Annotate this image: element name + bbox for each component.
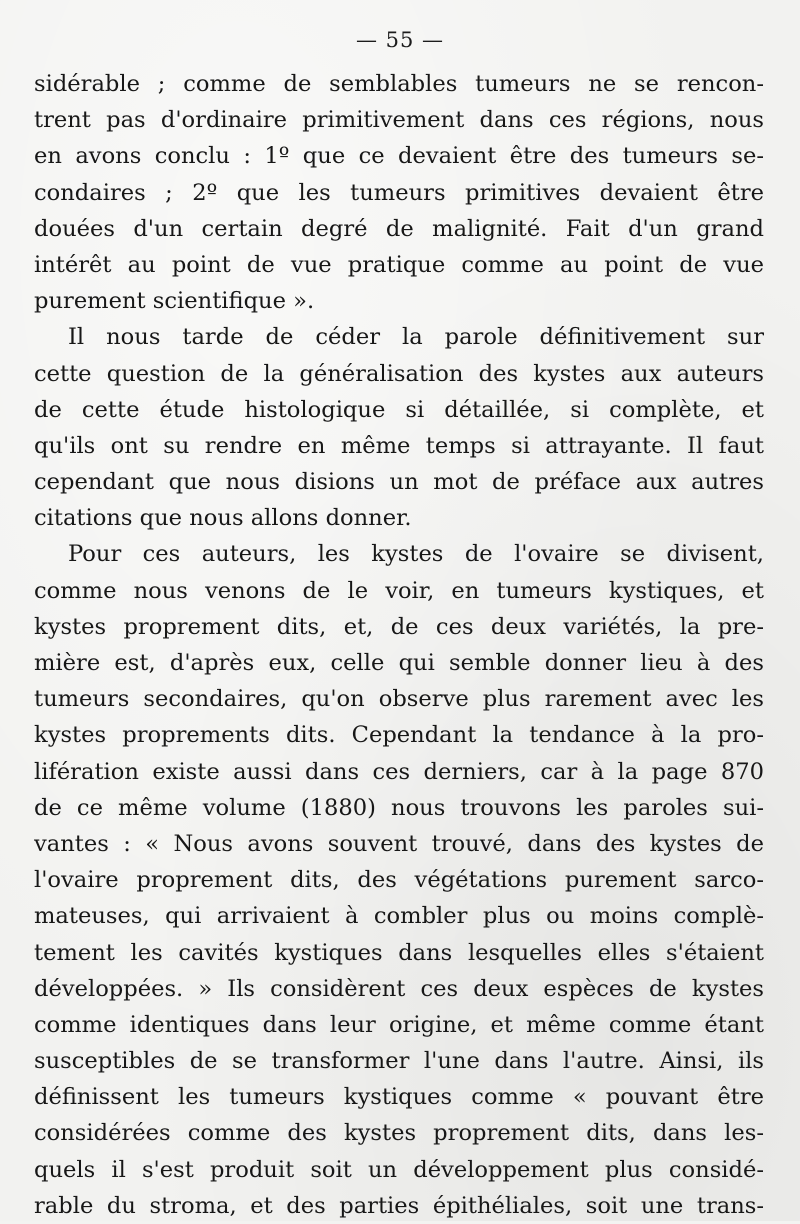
text-line: comme nous venons de le voir, en tumeurs kystiques, et (34, 577, 764, 604)
text-line: l'ovaire proprement dits, des végétations purement sarco- (34, 867, 764, 894)
body-text (34, 66, 764, 1224)
paragraph-start-line: Il nous tarde de céder la parole définitivement sur (68, 324, 764, 351)
text-line: en avons conclu : 1º que ce devaient être des tumeurs se- (34, 143, 764, 170)
text-line: trent pas d'ordinaire primitivement dans ces régions, nous (34, 107, 764, 134)
page-number: — 55 — (355, 28, 445, 52)
text-line: cependant que nous disions un mot de préface aux autres (34, 469, 764, 496)
text-line: mateuses, qui arrivaient à combler plus ou moins complè- (34, 903, 764, 930)
text-line: de cette étude histologique si détaillée, si complète, et (34, 396, 764, 423)
text-line: développées. » Ils considèrent ces deux espèces de kystes (34, 975, 764, 1002)
text-line: susceptibles de se transformer l'une dans l'autre. Ainsi, ils (34, 1048, 764, 1075)
paragraph-end-line: citations que nous allons donner. (34, 505, 412, 532)
text-line: de ce même volume (1880) nous trouvons les paroles sui- (34, 794, 764, 821)
text-line: tumeurs secondaires, qu'on observe plus rarement avec les (34, 686, 764, 713)
text-line: kystes proprement dits, et, de ces deux variétés, la pre- (34, 613, 764, 640)
text-line: quels il s'est produit soit un développement plus considé- (34, 1156, 764, 1183)
text-line: tement les cavités kystiques dans lesquelles elles s'étaient (34, 939, 764, 966)
text-line: vantes : « Nous avons souvent trouvé, dans des kystes de (34, 830, 764, 857)
text-line: douées d'un certain degré de malignité. Fait d'un grand (34, 215, 764, 242)
text-line: définissent les tumeurs kystiques comme « pouvant être (34, 1084, 764, 1111)
text-line: condaires ; 2º que les tumeurs primitives devaient être (34, 179, 764, 206)
text-line: comme identiques dans leur origine, et même comme étant (34, 1011, 764, 1038)
text-line: kystes proprements dits. Cependant la tendance à la pro- (34, 722, 764, 749)
text-line: intérêt au point de vue pratique comme au point de vue (34, 251, 764, 278)
text-line: qu'ils ont su rendre en même temps si attrayante. Il faut (34, 432, 764, 459)
text-line: mière est, d'après eux, celle qui semble donner lieu à des (34, 650, 764, 676)
text-line: considérées comme des kystes proprement dits, dans les- (34, 1120, 764, 1147)
paragraph-start-line: Pour ces auteurs, les kystes de l'ovaire se divisent, (68, 541, 764, 568)
text-line: lifération existe aussi dans ces derniers, car à la page 870 (34, 758, 764, 785)
paragraph-end-line: purement scientifique ». (34, 288, 315, 315)
text-line: cette question de la généralisation des kystes aux auteurs (34, 360, 764, 387)
text-line: rable du stroma, et des parties épithéliales, soit une trans- (34, 1192, 764, 1219)
text-line: sidérable ; comme de semblables tumeurs ne se rencon- (34, 71, 764, 97)
